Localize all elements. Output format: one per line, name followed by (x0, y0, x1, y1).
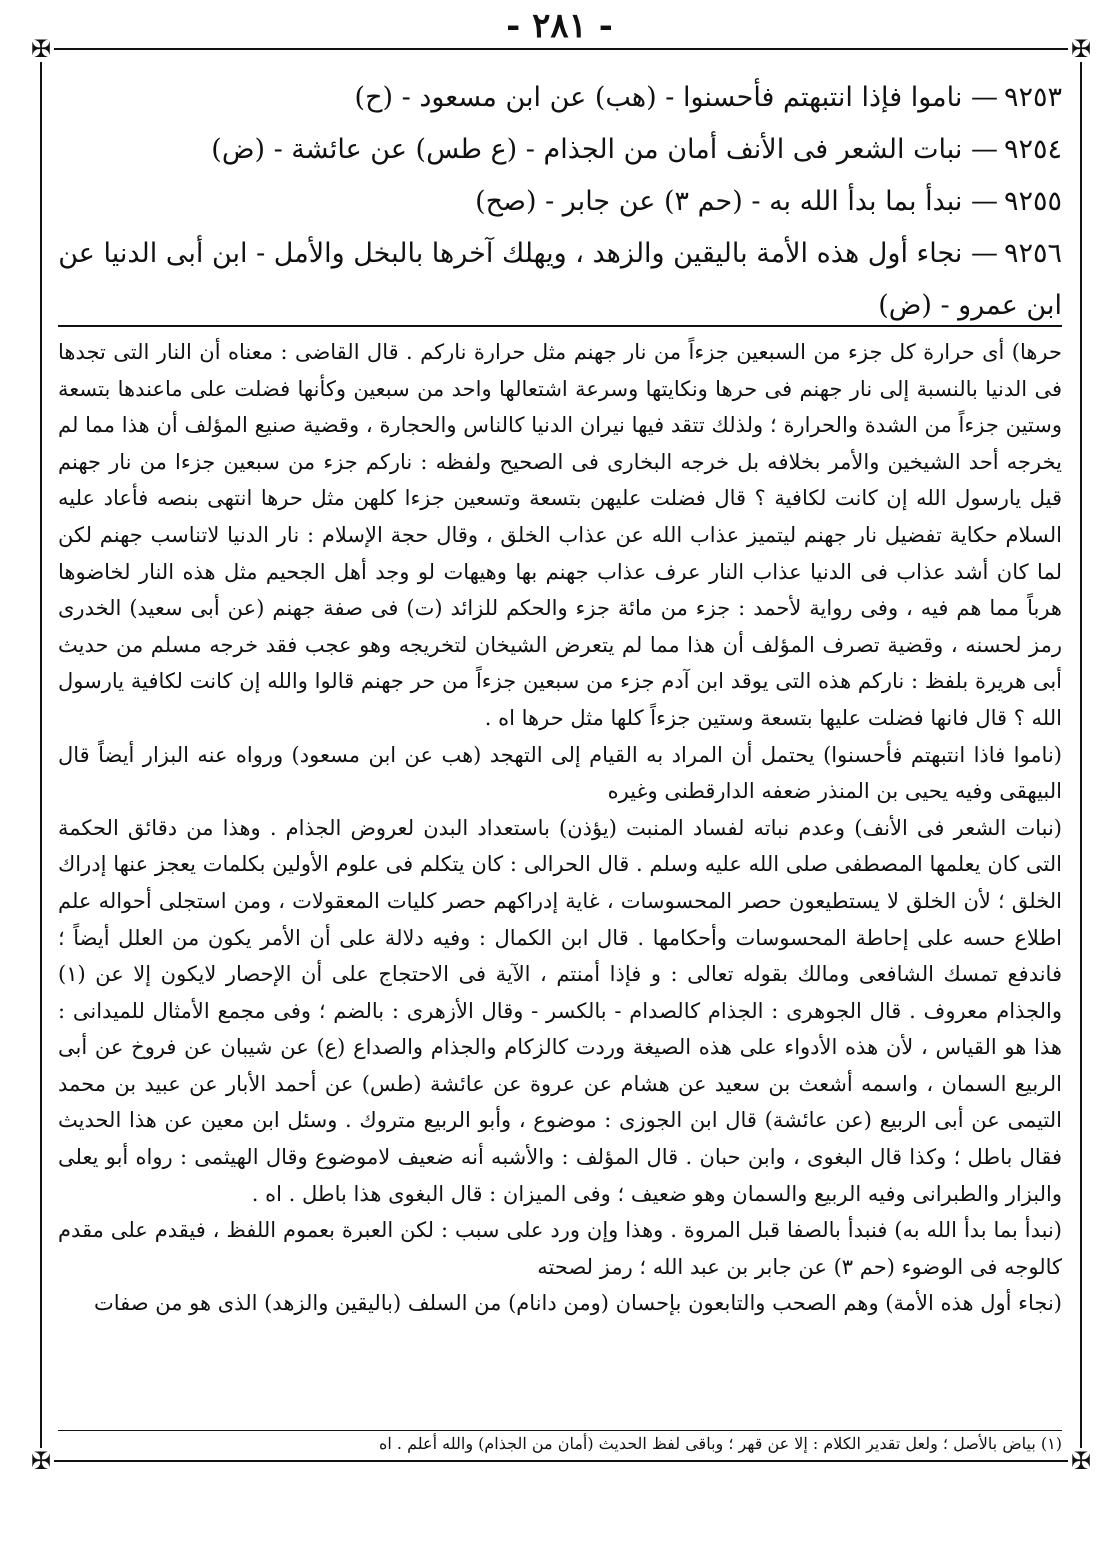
commentary-paragraph: (ناموا فاذا انتبهتم فأحسنوا) يحتمل أن المراد به القيام إلى التهجد (هب عن ابن مسعود) ورواه عنه البزار أيضاً قال البيهقى وفيه يحيى بن المنذر ضعفه الدارقطنى وغيره (58, 742, 1062, 804)
frame-right-rule (1080, 48, 1082, 1460)
hadith-entry (58, 176, 1062, 228)
corner-ornament-icon: ✠ (28, 1448, 54, 1474)
hadith-list (58, 72, 1062, 332)
corner-ornament-icon: ✠ (28, 36, 54, 62)
hadith-text: — نبدأ بما بدأ الله به - (حم ٣) عن جابر - (صح) (475, 186, 998, 217)
commentary-paragraph: (نبدأ بما بدأ الله به) فنبدأ بالصفا قبل المروة . وهذا وإن ورد على سبب : لكن العبرة بعموم اللفظ ، فيقدم على مقدم كالوجه فى الوضوء (حم ٣) عن جابر بن عبد الله ؛ رمز لصحته (58, 1218, 1062, 1279)
hadith-entry (58, 124, 1062, 176)
commentary-paragraph: (نجاء أول هذه الأمة) وهم الصحب والتابعون بإحسان (ومن دانام) من السلف (باليقين والزهد) الذى هو من صفات (93, 1291, 1062, 1316)
frame-bottom-rule (30, 1460, 1089, 1462)
hadith-entry (58, 72, 1062, 124)
hadith-text: — ناموا فإذا انتبهتم فأحسنوا - (هب) عن ابن مسعود - (ح) (354, 82, 998, 113)
corner-ornament-icon: ✠ (1068, 1448, 1094, 1474)
hadith-text: — نجاء أول هذه الأمة باليقين والزهد ، ويهلك آخرها بالبخل والأمل - ابن أبى الدنيا عن ابن عمرو - (ض) (58, 238, 1062, 321)
hadith-number: ٩٢٥٤ (1003, 134, 1062, 165)
frame-left-rule (40, 48, 42, 1460)
hadith-number: ٩٢٥٣ (1003, 82, 1062, 113)
hadith-entry (58, 228, 1062, 332)
hadith-number: ٩٢٥٦ (1003, 238, 1062, 269)
commentary (58, 334, 1062, 1322)
page-number: - ٢٨١ - (506, 6, 613, 46)
commentary-paragraph: حرها) أى حرارة كل جزء من السبعين جزءاً من نار جهنم مثل حرارة ناركم . قال القاضى : معناه أن النار التى تجدها فى الدنيا بالنسبة إلى نار جهنم فى حرها ونكايتها وسرعة اشتعالها واحد من سبعين وكأنها فضلت على ماعندها بتسعة وستين جزءاً من الشدة والحرارة ؛ ولذلك تتقد فيها نيران الدنيا كالناس والحجارة ، وقضية صنيع المؤلف أن هذا مما لم يخرجه أحد الشيخين والأمر بخلافه بل خرجه البخارى فى الصحيح ولفظه : ناركم جزء من سبعين جزءا من نار جهنم قيل يارسول الله إن كانت لكافية ؟ قال فضلت عليهن بتسعة وتسعين جزءا كلهن مثل حرها انتهى بنصه فأعاد عليه السلام حكاية تفضيل نار جهنم ليتميز عذاب الله عن عذاب الخلق ، وقال حجة الإسلام : نار الدنيا لاتناسب جهنم لكن لما كان أشد عذاب فى الدنيا عذاب النار عرف عذاب جهنم بها وهيهات لو وجد أهل الجحيم مثل هذه النار لخاضوها هرباً مما هم فيه ، وفى رواية لأحمد : جزء من مائة جزء والحكم للزائد (ت) فى صفة جهنم (عن أبى سعيد) الخدرى رمز لحسنه ، وقضية تصرف المؤلف أن هذا مما لم يتعرض الشيخان لتخريجه وهو عجب فقد خرجه مسلم من حديث أبى هريرة بلفظ : ناركم هذه التى يوقد ابن آدم جزء من سبعين جزءاً من حر جهنم قالوا والله إن كانت لكافية يارسول الله ؟ قال فانها فضلت عليها بتسعة وستين جزءاً كلها مثل حرها اه . (58, 340, 1062, 730)
footnote: (١) بياض بالأصل ؛ ولعل تقدير الكلام : إلا عن قهر ؛ وباقى لفظ الحديث (أمان من الجذام) والله أعلم . اه (379, 1434, 1062, 1453)
commentary-paragraph: (نبات الشعر فى الأنف) وعدم نباته لفساد المنبت (يؤذن) باستعداد البدن لعروض الجذام . وهذا من دقائق الحكمة التى كان يعلمها المصطفى صلى الله عليه وسلم . قال الحرالى : كان يتكلم فى علوم الأولين بكلمات يعجز عنها إدراك الخلق ؛ لأن الخلق لا يستطيعون حصر المحسوسات ، غاية إدراكهم حصر كليات المعقولات ، ومن استجلى أحواله علم اطلاع حسه على إحاطة المحسوسات وأحكامها . قال ابن الكمال : وفيه دلالة على أن الأمر يكون من العلل أيضاً ؛ فاندفع تمسك الشافعى ومالك بقوله تعالى : و فإذا أمنتم ، الآية فى الاحتجاج على أن الإحصار لايكون إلا عن (١) والجذام معروف . قال الجوهرى : الجذام كالصدام - بالكسر - وقال الأزهرى : بالضم ؛ وفى مجمع الأمثال للميدانى : هذا هو القياس ، لأن هذه الأدواء على هذه الصيغة وردت كالزكام والجذام والصداع (ع) عن شيبان عن فروخ عن أبى الربيع السمان ، واسمه أشعث بن سعيد عن هشام عن عروة عن عائشة (طس) عن أحمد الأبار عن عبيد بن محمد التيمى عن أبى الربيع (عن عائشة) قال ابن الجوزى : موضوع ، وأبو الربيع متروك . وسئل ابن معين عن هذا الحديث فقال باطل ؛ وكذا قال البغوى ، وابن حبان . قال المؤلف : والأشبه أنه ضعيف لاموضوع وقال الهيثمى : رواه أبو يعلى والبزار والطبرانى وفيه الربيع والسمان وهو ضعيف ؛ وفى الميزان : قال البغوى هذا باطل . اه . (58, 815, 1062, 1206)
section-divider (58, 325, 1062, 327)
hadith-text: — نبات الشعر فى الأنف أمان من الجذام - (ع طس) عن عائشة - (ض) (211, 134, 998, 165)
footnote-divider (58, 1430, 1062, 1431)
hadith-number: ٩٢٥٥ (1003, 186, 1062, 217)
frame-top-rule (30, 48, 1089, 50)
corner-ornament-icon: ✠ (1068, 36, 1094, 62)
